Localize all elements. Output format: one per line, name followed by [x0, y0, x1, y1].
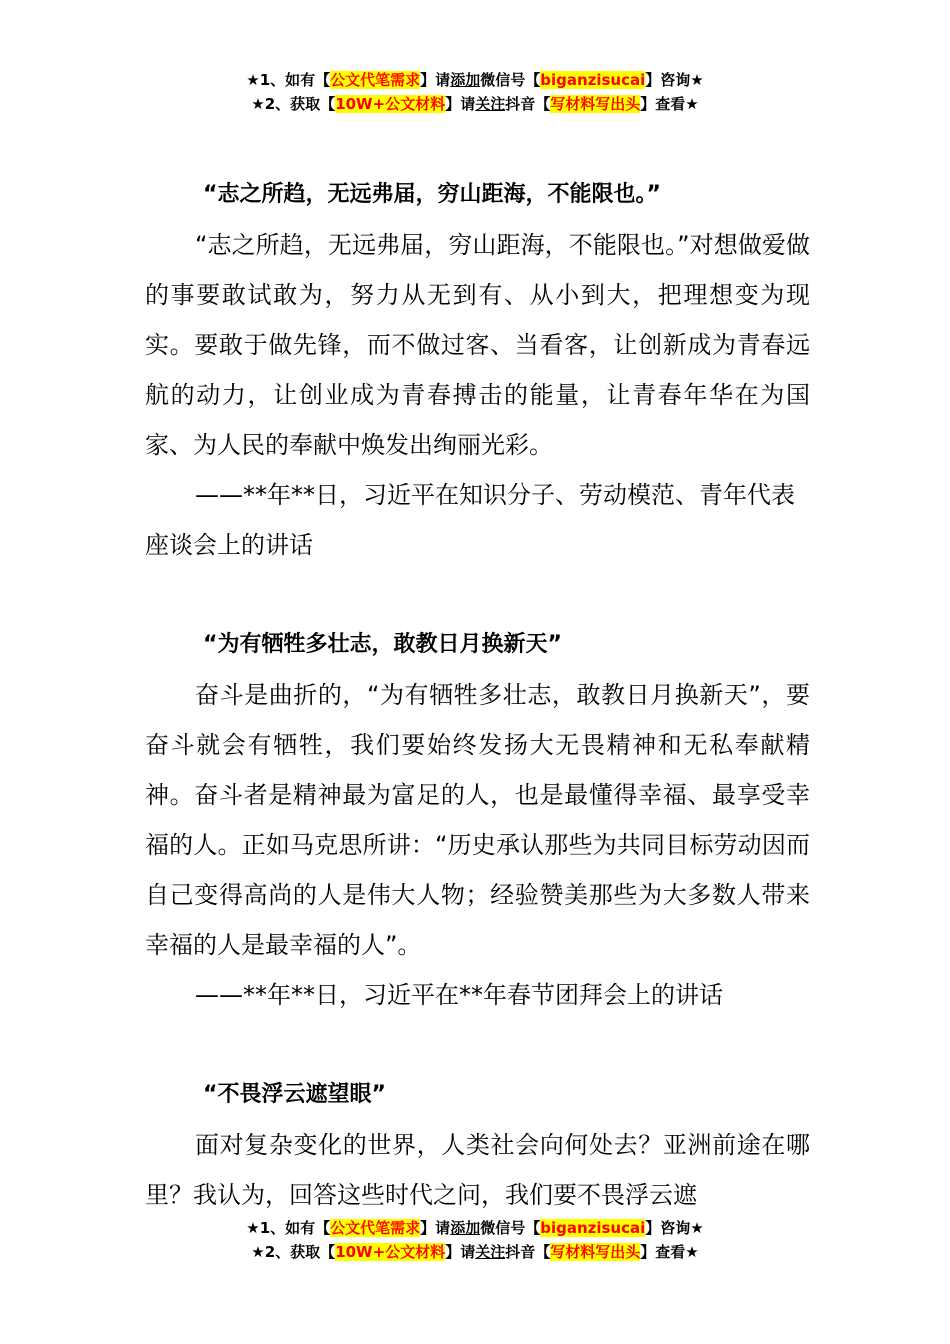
- promo-text: 】咨询★: [645, 71, 704, 89]
- spacer: [145, 1020, 810, 1070]
- promo-line-1: [0, 68, 950, 92]
- promo-line-2: [0, 92, 950, 116]
- quote-section: [145, 170, 810, 570]
- quote-section: [145, 620, 810, 1020]
- promo-highlight: 写材料写出头: [550, 95, 641, 113]
- promo-underline: 关注: [475, 95, 506, 113]
- promo-text: 】请: [420, 1219, 451, 1237]
- promo-line-1: [0, 1216, 950, 1240]
- promo-text: ★2、获取【: [251, 1243, 336, 1261]
- promo-text: 】查看★: [640, 95, 699, 113]
- promo-line-2: [0, 1240, 950, 1264]
- section-paragraph: 面对复杂变化的世界，人类社会向何处去？亚洲前途在哪里？我认为，回答这些时代之问，我们要不畏浮云遮: [145, 1131, 810, 1209]
- promo-highlight: 10W+公文材料: [335, 1243, 446, 1261]
- section-source: ——**年**日，习近平在**年春节团拜会上的讲话: [195, 981, 723, 1009]
- section-heading: “为有牺牲多壮志，敢教日月换新天”: [203, 632, 562, 657]
- promo-text: 抖音【: [505, 95, 551, 113]
- section-source: ——**年**日，习近平在知识分子、劳动模范、青年代表座谈会上的讲话: [145, 481, 795, 559]
- promo-text: ★2、获取【: [251, 95, 336, 113]
- header-promo-banner: [0, 68, 950, 116]
- promo-text: 微信号【: [480, 1219, 541, 1237]
- promo-text: 微信号【: [480, 71, 541, 89]
- section-paragraph: 奋斗是曲折的，“为有牺牲多壮志，敢教日月换新天”，要奋斗就会有牺牲，我们要始终发扬大无畏精神和无私奉献精神。奋斗者是精神最为富足的人，也是最懂得幸福、最享受幸福的人。正如马克思所讲：“历史承认那些为共同目标劳动因而自己变得高尚的人是伟大人物；经验赞美那些为大多数人带来幸福的人是最幸福的人”。: [145, 681, 810, 959]
- promo-highlight: biganzisucai: [540, 71, 646, 89]
- promo-text: 】咨询★: [645, 1219, 704, 1237]
- promo-text: ★1、如有【: [246, 71, 331, 89]
- section-heading: “不畏浮云遮望眼”: [203, 1082, 386, 1107]
- footer-promo-banner: [0, 1216, 950, 1264]
- promo-highlight: 10W+公文材料: [335, 95, 446, 113]
- promo-highlight: 公文代笔需求: [330, 71, 421, 89]
- promo-underline: 添加: [450, 71, 481, 89]
- section-paragraph: “志之所趋，无远弗届，穷山距海，不能限也。”对想做爱做的事要敢试敢为，努力从无到有、从小到大，把理想变为现实。要敢于做先锋，而不做过客、当看客，让创新成为青春远航的动力，让创业成为青春搏击的能量，让青春年华在为国家、为人民的奉献中焕发出绚丽光彩。: [145, 231, 810, 459]
- promo-text: ★1、如有【: [246, 1219, 331, 1237]
- promo-text: 】请: [445, 1243, 476, 1261]
- document-body: [145, 170, 810, 1220]
- promo-text: 】请: [445, 95, 476, 113]
- promo-underline: 添加: [450, 1219, 481, 1237]
- promo-highlight: biganzisucai: [540, 1219, 646, 1237]
- promo-underline: 关注: [475, 1243, 506, 1261]
- spacer: [145, 570, 810, 620]
- quote-section: [145, 1070, 810, 1220]
- promo-text: 抖音【: [505, 1243, 551, 1261]
- section-heading: “志之所趋，无远弗届，穷山距海，不能限也。”: [203, 182, 661, 207]
- promo-text: 】查看★: [640, 1243, 699, 1261]
- promo-highlight: 公文代笔需求: [330, 1219, 421, 1237]
- promo-highlight: 写材料写出头: [550, 1243, 641, 1261]
- promo-text: 】请: [420, 71, 451, 89]
